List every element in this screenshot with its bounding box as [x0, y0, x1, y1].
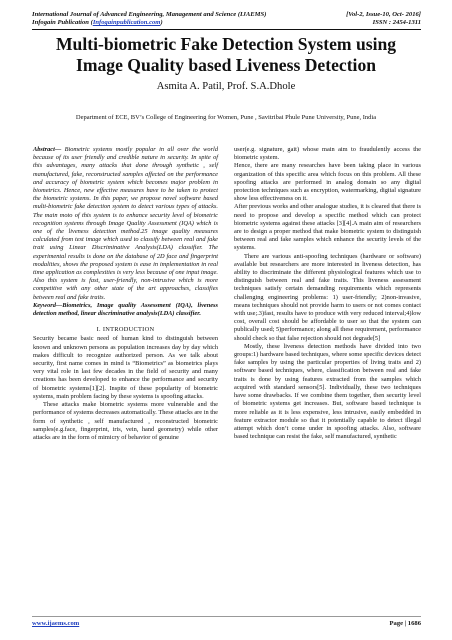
issn: ISSN : 2454-1311 — [372, 19, 421, 27]
intro-paragraph: These attacks make biometric systems more vulnerable and the performance of systems decreases automatically. These attacks are in the form of synthetic , self manufactured , reconstructed biometric samples(e.g.face, fingerprint, iris, vein, hand geometry) while other attacks are in the form of mimicry of behavior of genuine — [33, 401, 218, 441]
page-number: Page | 1686 — [389, 620, 421, 627]
body-paragraph: After previous works and other analogue studies, it is cleared that there is need to propose and develop a specific method which can protect biometric systems against these attacks [3][4].A main aim of researchers are to design a proper method that make biometric system to distinguish between real and fake samples which enhance the security levels of the systems. — [234, 203, 421, 252]
publisher-link[interactable]: Infogainpublication.com — [92, 19, 161, 27]
abstract: Abstract— Biometric systems mostly popular in all over the world because of its user friendly and credible nature in security. In spite of this advantages, many attacks that done through synthetic , self manufactured, fake, reconstructed samples affected on the performance and accuracy of biometric system which becomes major problem in biometrics. Hence, new effective measures have to be taken to protect the biometric systems. In this paper, we propose novel software based multi-biometric fake detection system to detect various types of attacks. The main moto of this system is to enhance security level of biometric recognition systems through Image Quality Assessment (IQA) which is one of the liveness detection method.25 image quality measures calculated from test image which used to classify between real and fake trait using Linear Discriminative Analysis(LDA) classifier. The experimental results is done on the database of 2D face and fingerprint modalities, shows the proposed system is ease in implementation in real time application as complexities is very less because of one input image. Also this system is fast, user-friendly, non-intrusive which is more competitive with any other state of the art approaches, classifies between real and fake traits. — [33, 146, 218, 301]
right-column — [234, 146, 421, 441]
page-footer — [32, 620, 421, 627]
publisher-line: Infogain Publication (Infogainpublication.com) — [32, 19, 163, 27]
keywords: Keyword—Biometrics, Image quality Assessment (IQA), liveness detection method, linear discriminative analysis(LDA) classifier. — [33, 301, 218, 318]
journal-name: International Journal of Advanced Engineering, Management and Science (IJAEMS) — [32, 11, 267, 18]
abstract-label: Abstract— — [33, 146, 62, 153]
authors: Asmita A. Patil, Prof. S.A.Dhole — [156, 81, 296, 92]
journal-header — [32, 11, 421, 28]
volume-info: [Vol-2, Issue-10, Oct- 2016] — [346, 11, 421, 18]
header-rule — [32, 29, 421, 30]
footer-rule — [32, 616, 421, 617]
body-paragraph: Mostly, these liveness detection methods have divided into two groups:1) hardware based techniques, where some specific devices detect fake samples by using the particular properties of living traits and 2) software based techniques, where, classification between real and fake traits is done by using features extracted from the samples which acquired with standard sensors[5]. Individually, these two techniques have some drawbacks. If we combine them together, then security level of biometric systems get increases. But, software based technique is more reliable as it is less expensive, less intrusive, easily embedded in feature extractor module so that it potentially capable to detect illegal attempt which don’t come under in spoofing attacks. Also, software based technique can resist the fake, self manufactured, synthetic — [234, 342, 421, 441]
body-paragraph: There are various anti-spoofing techniques (hardware or software) available but researchers are more interested in liveness detection, has ability to discriminate the different physiological features which use to distinguish between real and fake traits. This liveness assessment techniques satisfy certain demanding requirements which represents challenging engineering problems: 1) user-friendly; 2)non-invasive, means techniques should not provide harm to users or not comes contact with use;.3)fast, results have to produce with very reduced interval;4)low cost, overall cost should be affordable to user so that the system can publically used; 5)performance; along all these requirement, performance should check so that false rejection should not degrade[5] — [234, 252, 421, 342]
body-paragraph: Hence, there are many researches have been taking place in various organization of this specific area which focus on this problem. All these spoofing attacks are performed in analog domain so any digital protection techniques such as encryption, watermarking, digital signature show less effectiveness on it. — [234, 162, 421, 203]
paper-title: Multi-biometric Fake Detection System using Image Quality based Liveness Detection — [55, 34, 397, 75]
section-heading-introduction: I. INTRODUCTION — [96, 326, 155, 334]
body-paragraph: user(e.g. signature, gait) whose main aim to fraudulently access the biometric system. — [234, 146, 421, 162]
left-column — [33, 146, 218, 442]
intro-paragraph: Security became basic need of human kind to distinguish between known and unknown persons as population increases day by day which makes difficult to recognize authorized person. As we talk about security, first name comes in mind is “Biometrics” as biometrics plays very vital role in last few decades in the field of security and many creations has been developed to enhance the performance and security of biometric systems[1][2]. Inspite of these popularity of biometric systems, main problem facing by these systems is spoofing attacks. — [33, 335, 218, 400]
site-link[interactable]: www.ijaems.com — [32, 620, 80, 627]
affiliation: Department of ECE, BV’s College of Engineering for Women, Pune , Savitribai Phule Pune University, Pune, India — [75, 114, 377, 121]
